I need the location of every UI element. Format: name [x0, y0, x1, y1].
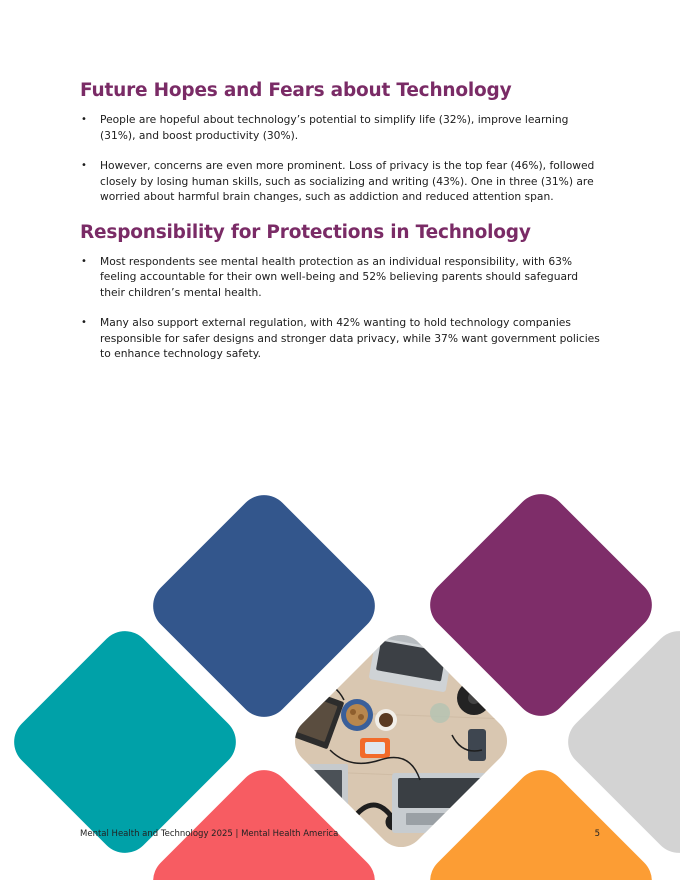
- teapot-icon: [457, 681, 491, 715]
- laptop-left-icon: [306, 764, 348, 812]
- glass-icon: [430, 703, 450, 723]
- section-heading-hopes-fears: Future Hopes and Fears about Technology: [80, 80, 512, 101]
- snack-bowl-icon: [341, 699, 373, 731]
- phone-icon: [468, 729, 486, 761]
- page-footer: [80, 829, 600, 843]
- content-column: [80, 78, 600, 377]
- page-number: 5: [594, 829, 600, 839]
- decorative-diamond-mosaic: [0, 470, 680, 880]
- coffee-cup-icon: [375, 709, 397, 731]
- bullet-fears: • However, concerns are even more prominent. Loss of privacy is the top fear (46%), followed closely by losing human skills, such as socializing and writing (43%). One in three (31%) are worried about harmful brain changes, such as addiction and reduced attention span.: [80, 158, 600, 205]
- section-heading-responsibility: Responsibility for Protections in Technology: [80, 221, 531, 243]
- responsibility-list: [80, 254, 600, 362]
- bullet-external-regulation: • Many also support external regulation, with 42% wanting to hold technology companies responsible for safer designs and stronger data privacy, while 37% want government policies to enhance technology safety.: [80, 315, 600, 362]
- footer-publication: Mental Health and Technology 2025 | Mental Health America: [80, 829, 339, 839]
- bullet-hopes: • People are hopeful about technology’s potential to simplify life (32%), improve learning (31%), and boost productivity (30%).: [80, 112, 600, 143]
- laptop-bottom-icon: [392, 773, 490, 833]
- hard-drive-icon: [360, 738, 390, 758]
- hopes-fears-list: [80, 112, 600, 205]
- bullet-individual-responsibility: • Most respondents see mental health protection as an individual responsibility, with 63% feeling accountable for their own well-being and 52% believing parents should safeguard their children’s mental health.: [80, 254, 600, 301]
